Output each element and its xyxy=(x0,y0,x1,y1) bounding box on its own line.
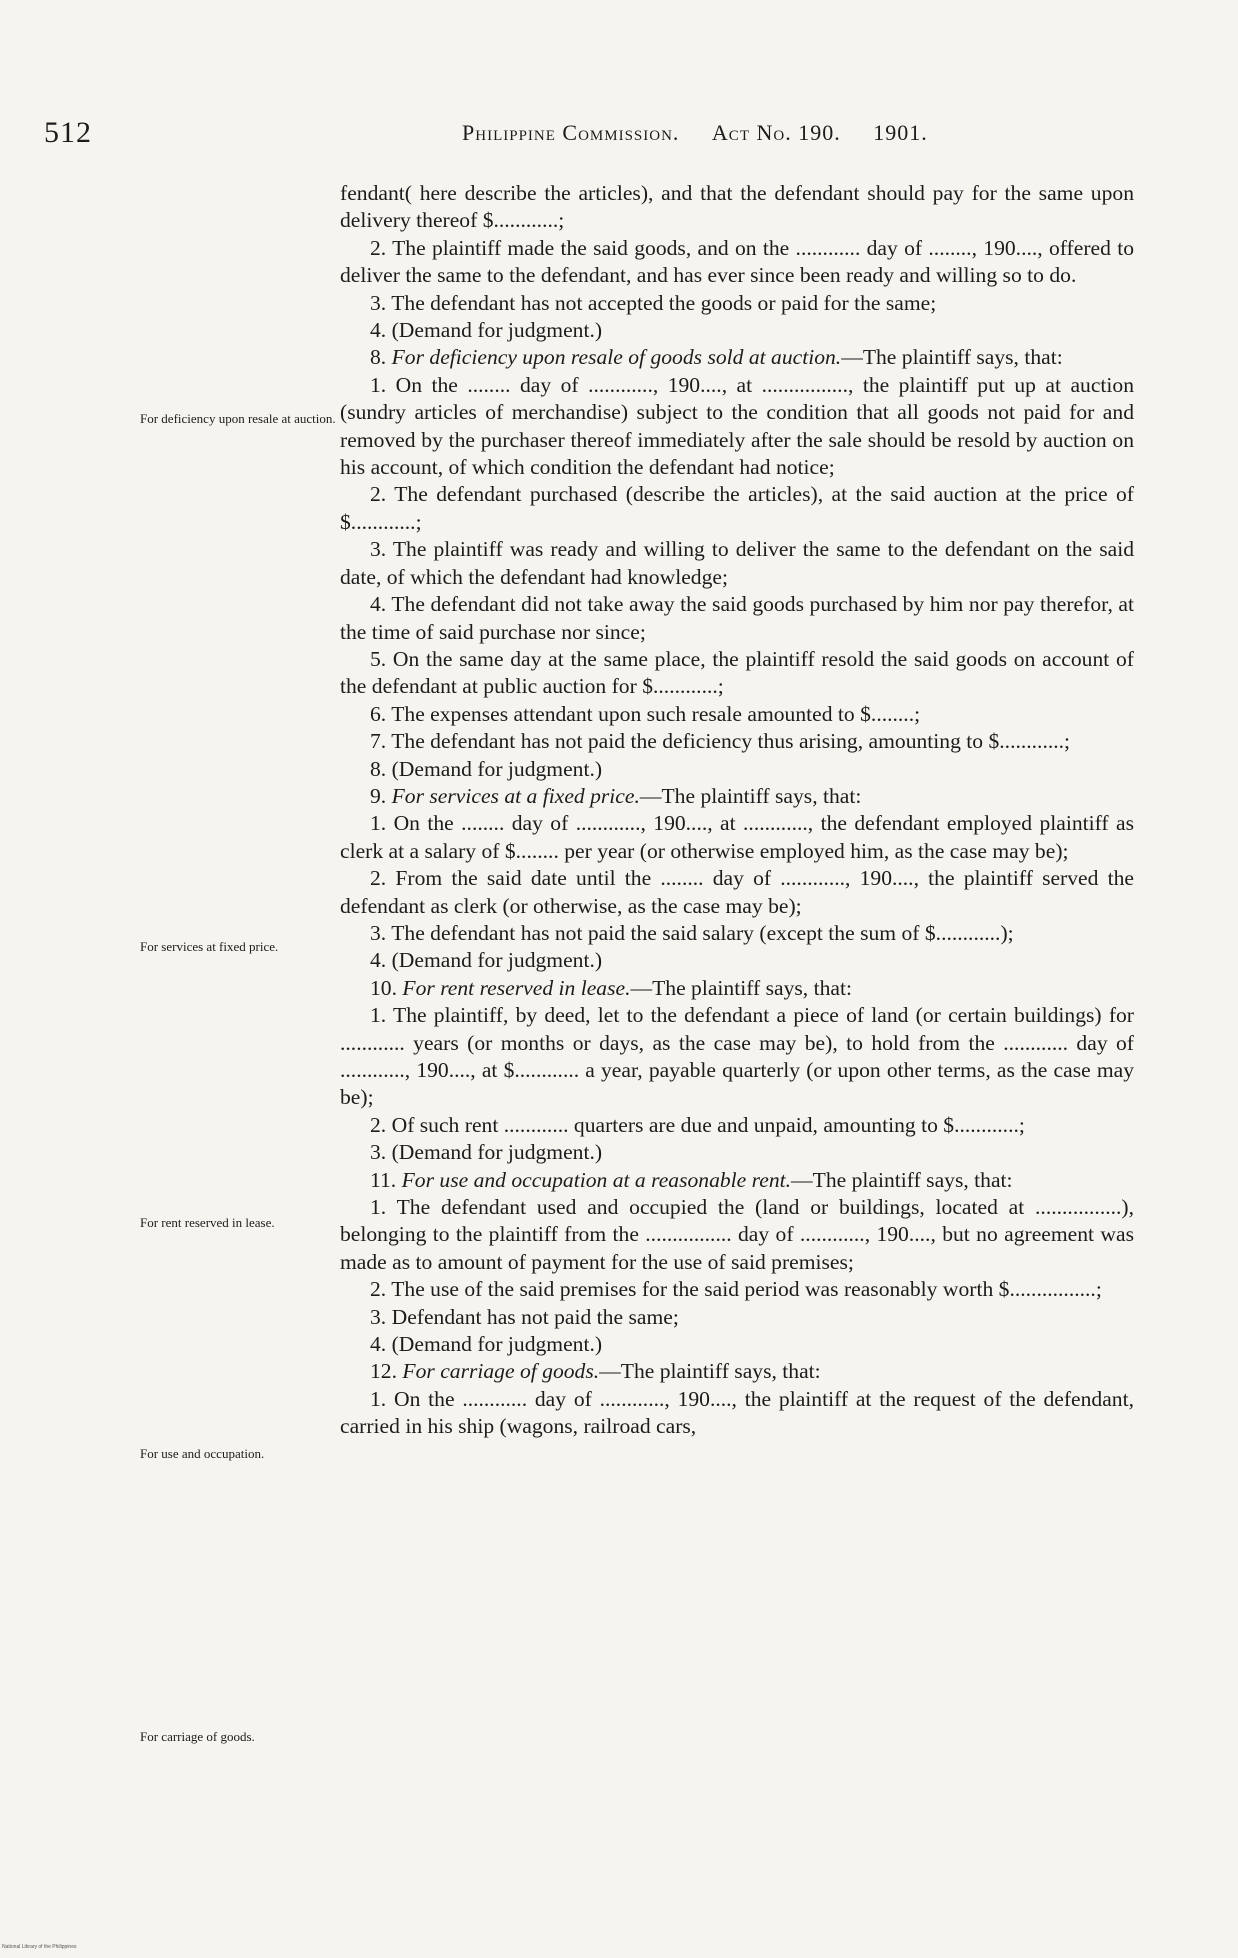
paragraph: 6. The expenses attendant upon such resale amounted to $........; xyxy=(370,701,921,726)
paragraph: 4. The defendant did not take away the said goods purchased by him nor pay therefor, at the time of said purchase nor since; xyxy=(340,592,1134,644)
body-text xyxy=(340,180,1134,1441)
section-title: For use and occupation at a reasonable rent. xyxy=(401,1167,792,1192)
section-heading-8: 8. For deficiency upon resale of goods sold at auction.—The plaintiff says, that: xyxy=(370,345,1063,370)
section-heading-9: 9. For services at a fixed price.—The plaintiff says, that: xyxy=(370,783,862,808)
paragraph: 8. (Demand for judgment.) xyxy=(370,756,603,781)
paragraph: 2. The defendant purchased (describe the articles), at the said auction at the price of $............; xyxy=(340,482,1134,534)
scan-footer: National Library of the Philippines xyxy=(2,1944,77,1950)
paragraph: 3. Defendant has not paid the same; xyxy=(370,1304,679,1329)
paragraph: fendant( here describe the articles), and that the defendant should pay for the same upon delivery thereof $............; xyxy=(340,181,1134,233)
sidenote-rent: For rent reserved in lease. xyxy=(140,1215,275,1230)
paragraph: 4. (Demand for judgment.) xyxy=(370,318,603,343)
paragraph: 3. The plaintiff was ready and willing to deliver the same to the defendant on the said date, of which the defendant had knowledge; xyxy=(340,537,1134,589)
paragraph: 2. Of such rent ............ quarters are due and unpaid, amounting to $............; xyxy=(370,1112,1025,1137)
section-title: For rent reserved in lease. xyxy=(402,975,631,1000)
paragraph: 5. On the same day at the same place, the plaintiff resold the said goods on account of the defendant at public auction for $............; xyxy=(340,646,1134,699)
running-head-year: 1901. xyxy=(873,120,928,145)
paragraph: 3. (Demand for judgment.) xyxy=(370,1140,603,1165)
paragraph: 3. The defendant has not paid the said salary (except the sum of $............); xyxy=(370,920,1014,945)
section-heading-11: 11. For use and occupation at a reasonable rent.—The plaintiff says, that: xyxy=(370,1167,1013,1192)
page-number: 512 xyxy=(44,116,92,149)
paragraph: 1. The plaintiff, by deed, let to the defendant a piece of land (or certain buildings) for ............ years (or months or days, as the case may be), to hold from the ............ day of ............, 190...., at $............ a year, payable quarterly (or upon other terms, as the case may be); xyxy=(340,1003,1134,1110)
section-title: For services at a fixed price. xyxy=(391,783,640,808)
section-heading-10: 10. For rent reserved in lease.—The plaintiff says, that: xyxy=(370,975,852,1000)
section-heading-12: 12. For carriage of goods.—The plaintiff says, that: xyxy=(370,1359,821,1384)
sidenote-carriage: For carriage of goods. xyxy=(140,1729,255,1744)
paragraph: 1. On the ........ day of ............, 190...., at ................, the plaintiff put up at auction (sundry articles of merchandise) subject to the condition that all goods not paid for and removed by the purchaser thereof immediately after the sale should be resold by auction on his account, of which condition the defendant had notice; xyxy=(340,372,1134,480)
paragraph: 7. The defendant has not paid the deficiency thus arising, amounting to $............; xyxy=(370,729,1071,754)
paragraph: 2. The plaintiff made the said goods, and on the ............ day of ........, 190...., offered to deliver the same to the defendant, and has ever since been ready and willing so to do. xyxy=(340,235,1134,288)
running-head-commission: Philippine Commission. xyxy=(462,120,680,145)
sidenote-use-occupation: For use and occupation. xyxy=(140,1446,265,1461)
paragraph: 1. On the ............ day of ............, 190...., the plaintiff at the request of the defendant, carried in his ship (wagons, railroad cars, xyxy=(340,1386,1134,1439)
running-head xyxy=(462,120,928,146)
paragraph: 3. The defendant has not accepted the goods or paid for the same; xyxy=(370,290,937,315)
running-head-act: Act No. 190. xyxy=(711,120,841,145)
sidenote-services: For services at fixed price. xyxy=(140,939,279,954)
section-title: For carriage of goods. xyxy=(402,1359,600,1384)
paragraph: 4. (Demand for judgment.) xyxy=(370,1332,603,1357)
paragraph: 2. The use of the said premises for the said period was reasonably worth $................; xyxy=(370,1277,1102,1302)
sidenote-deficiency: For deficiency upon resale at auction. xyxy=(140,411,336,426)
paragraph: 1. On the ........ day of ............, 190...., at ............, the defendant employed plaintiff as clerk at a salary of $........ per year (or otherwise employed him, as the case may be); xyxy=(340,811,1134,863)
page-header xyxy=(0,116,1238,160)
paragraph: 1. The defendant used and occupied the (land or buildings, located at ................), belonging to the plaintiff from the ................ day of ............, 190...., but no agreement was made as to amount of payment for the use of said premises; xyxy=(340,1195,1134,1274)
paragraph: 4. (Demand for judgment.) xyxy=(370,948,603,973)
section-title: For deficiency upon resale of goods sold at auction. xyxy=(391,345,842,370)
paragraph: 2. From the said date until the ........ day of ............, 190...., the plaintiff served the defendant as clerk (or otherwise, as the case may be); xyxy=(340,866,1134,918)
